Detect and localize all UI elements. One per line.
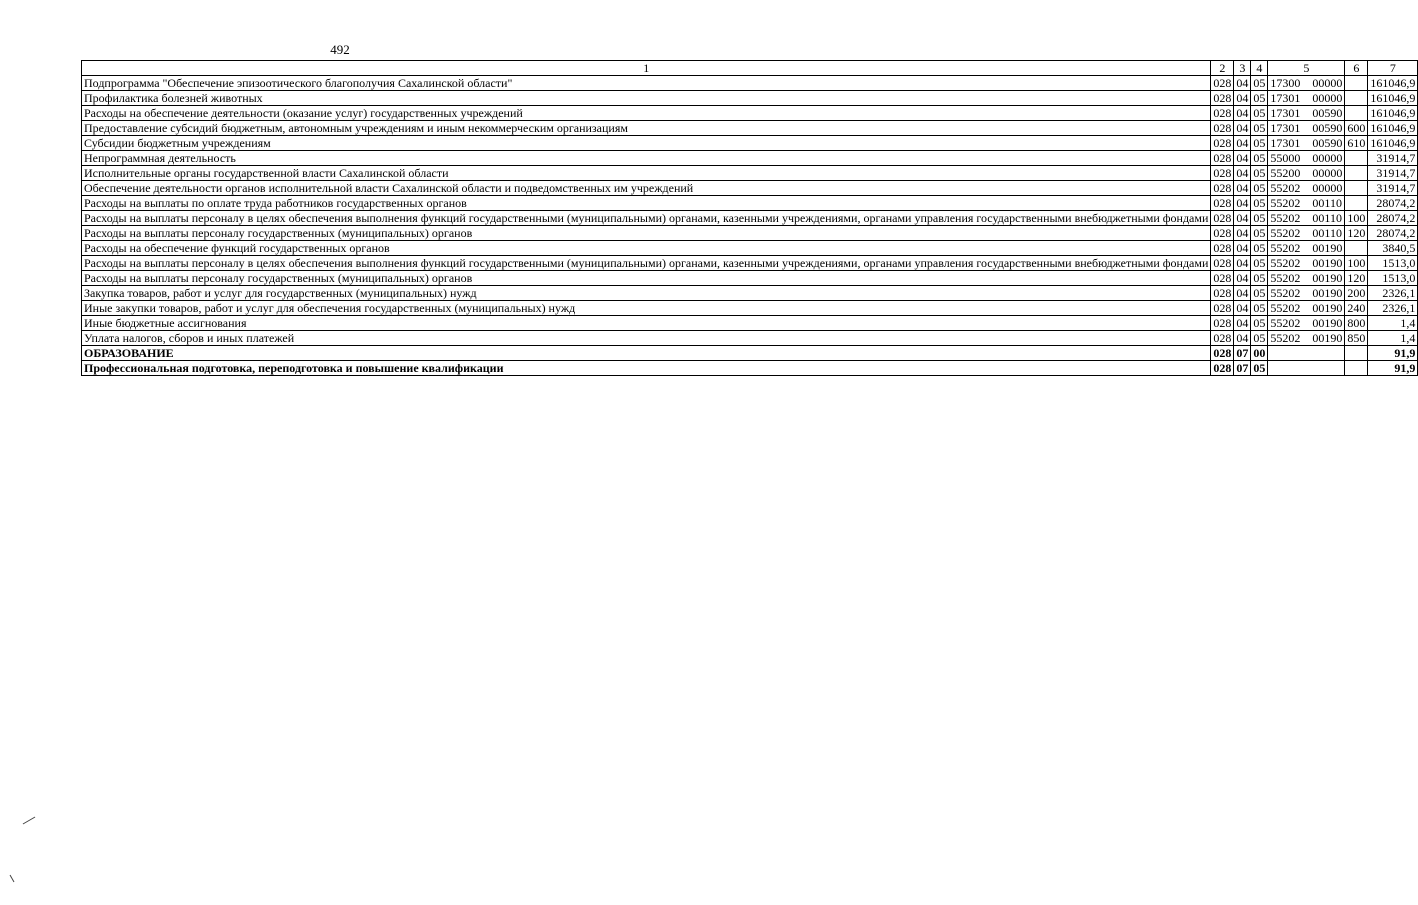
cell-subsection: 05 bbox=[1251, 256, 1268, 271]
cell-section: 04 bbox=[1234, 331, 1251, 346]
cell-section: 04 bbox=[1234, 241, 1251, 256]
cell-type bbox=[1345, 106, 1368, 121]
cell-section: 04 bbox=[1234, 136, 1251, 151]
cell-section: 04 bbox=[1234, 76, 1251, 91]
cell-admin: 028 bbox=[1211, 316, 1234, 331]
cell-code: 55202 00110 bbox=[1268, 226, 1345, 241]
cell-section: 04 bbox=[1234, 226, 1251, 241]
cell-admin: 028 bbox=[1211, 151, 1234, 166]
cell-subsection: 05 bbox=[1251, 301, 1268, 316]
cell-type bbox=[1345, 196, 1368, 211]
cell-amount: 28074,2 bbox=[1368, 226, 1418, 241]
cell-subsection: 05 bbox=[1251, 166, 1268, 181]
cell-amount: 31914,7 bbox=[1368, 181, 1418, 196]
cell-name: Расходы на выплаты персоналу в целях обеспечения выполнения функций государственными (муниципальными) органами, казенными учреждениями, органами управления государственными внебюджетными фондами bbox=[82, 211, 1211, 226]
cell-subsection: 05 bbox=[1251, 106, 1268, 121]
cell-code: 55202 00110 bbox=[1268, 196, 1345, 211]
cell-code: 17300 00000 bbox=[1268, 76, 1345, 91]
cell-code: 55202 00190 bbox=[1268, 241, 1345, 256]
cell-section: 04 bbox=[1234, 91, 1251, 106]
cell-section: 04 bbox=[1234, 301, 1251, 316]
header-col-7: 7 bbox=[1368, 61, 1418, 76]
table-row bbox=[82, 226, 1418, 241]
cell-name: Расходы на обеспечение функций государственных органов bbox=[82, 241, 1211, 256]
cell-subsection: 05 bbox=[1251, 271, 1268, 286]
cell-admin: 028 bbox=[1211, 226, 1234, 241]
cell-admin: 028 bbox=[1211, 166, 1234, 181]
cell-admin: 028 bbox=[1211, 286, 1234, 301]
table-row bbox=[82, 331, 1418, 346]
cell-subsection: 05 bbox=[1251, 211, 1268, 226]
cell-amount: 3840,5 bbox=[1368, 241, 1418, 256]
cell-subsection: 05 bbox=[1251, 151, 1268, 166]
cell-code: 55202 00190 bbox=[1268, 331, 1345, 346]
header-col-2: 2 bbox=[1211, 61, 1234, 76]
cell-amount: 161046,9 bbox=[1368, 91, 1418, 106]
cell-name: Расходы на выплаты персоналу в целях обеспечения выполнения функций государственными (муниципальными) органами, казенными учреждениями, органами управления государственными внебюджетными фондами bbox=[82, 256, 1211, 271]
cell-section: 04 bbox=[1234, 256, 1251, 271]
cell-amount: 91,9 bbox=[1368, 346, 1418, 361]
cell-type bbox=[1345, 76, 1368, 91]
cell-type bbox=[1345, 91, 1368, 106]
cell-section: 04 bbox=[1234, 196, 1251, 211]
cell-name: Иные бюджетные ассигнования bbox=[82, 316, 1211, 331]
cell-amount: 1,4 bbox=[1368, 316, 1418, 331]
table-row bbox=[82, 271, 1418, 286]
cell-code: 55202 00190 bbox=[1268, 271, 1345, 286]
cell-name: Субсидии бюджетным учреждениям bbox=[82, 136, 1211, 151]
cell-admin: 028 bbox=[1211, 346, 1234, 361]
cell-admin: 028 bbox=[1211, 211, 1234, 226]
cell-type: 610 bbox=[1345, 136, 1368, 151]
cell-name: Иные закупки товаров, работ и услуг для обеспечения государственных (муниципальных) нужд bbox=[82, 301, 1211, 316]
cell-amount: 161046,9 bbox=[1368, 76, 1418, 91]
cell-type bbox=[1345, 361, 1368, 376]
cell-amount: 1513,0 bbox=[1368, 271, 1418, 286]
cell-type: 120 bbox=[1345, 271, 1368, 286]
cell-subsection: 05 bbox=[1251, 241, 1268, 256]
table-body bbox=[82, 76, 1418, 376]
table-row bbox=[82, 76, 1418, 91]
table-row bbox=[82, 166, 1418, 181]
cell-subsection: 05 bbox=[1251, 91, 1268, 106]
cell-admin: 028 bbox=[1211, 331, 1234, 346]
cell-type bbox=[1345, 151, 1368, 166]
cell-type bbox=[1345, 181, 1368, 196]
cell-type bbox=[1345, 346, 1368, 361]
cell-type: 600 bbox=[1345, 121, 1368, 136]
cell-section: 04 bbox=[1234, 286, 1251, 301]
cell-amount: 91,9 bbox=[1368, 361, 1418, 376]
cell-section: 04 bbox=[1234, 106, 1251, 121]
cell-name: Подпрограмма "Обеспечение эпизоотического благополучия Сахалинской области" bbox=[82, 76, 1211, 91]
header-col-3: 3 bbox=[1234, 61, 1251, 76]
cell-amount: 28074,2 bbox=[1368, 211, 1418, 226]
table-row bbox=[82, 196, 1418, 211]
cell-name: ОБРАЗОВАНИЕ bbox=[82, 346, 1211, 361]
cell-code bbox=[1268, 361, 1345, 376]
table-row bbox=[82, 301, 1418, 316]
table-row bbox=[82, 136, 1418, 151]
header-col-1: 1 bbox=[82, 61, 1211, 76]
cell-section: 07 bbox=[1234, 361, 1251, 376]
cell-name: Предоставление субсидий бюджетным, автономным учреждениям и иным некоммерческим организациям bbox=[82, 121, 1211, 136]
cell-subsection: 05 bbox=[1251, 181, 1268, 196]
cell-name: Расходы на выплаты персоналу государственных (муниципальных) органов bbox=[82, 226, 1211, 241]
cell-name: Обеспечение деятельности органов исполнительной власти Сахалинской области и подведомственных им учреждений bbox=[82, 181, 1211, 196]
cell-code: 55000 00000 bbox=[1268, 151, 1345, 166]
cell-name: Профессиональная подготовка, переподготовка и повышение квалификации bbox=[82, 361, 1211, 376]
cell-subsection: 05 bbox=[1251, 226, 1268, 241]
cell-code bbox=[1268, 346, 1345, 361]
cell-admin: 028 bbox=[1211, 106, 1234, 121]
cell-section: 04 bbox=[1234, 151, 1251, 166]
cell-admin: 028 bbox=[1211, 136, 1234, 151]
cell-code: 55202 00190 bbox=[1268, 256, 1345, 271]
header-row bbox=[82, 61, 1418, 76]
cell-amount: 31914,7 bbox=[1368, 166, 1418, 181]
cell-type: 100 bbox=[1345, 256, 1368, 271]
cell-code: 17301 00590 bbox=[1268, 136, 1345, 151]
header-col-5: 5 bbox=[1268, 61, 1345, 76]
cell-name: Профилактика болезней животных bbox=[82, 91, 1211, 106]
cell-amount: 28074,2 bbox=[1368, 196, 1418, 211]
cell-section: 04 bbox=[1234, 211, 1251, 226]
cell-name: Непрограммная деятельность bbox=[82, 151, 1211, 166]
cell-admin: 028 bbox=[1211, 121, 1234, 136]
page-number: 492 bbox=[330, 42, 350, 57]
table-row bbox=[82, 151, 1418, 166]
cell-section: 04 bbox=[1234, 316, 1251, 331]
cell-name: Расходы на обеспечение деятельности (оказание услуг) государственных учреждений bbox=[82, 106, 1211, 121]
cell-amount: 161046,9 bbox=[1368, 136, 1418, 151]
cell-code: 17301 00590 bbox=[1268, 106, 1345, 121]
cell-amount: 1513,0 bbox=[1368, 256, 1418, 271]
cell-section: 04 bbox=[1234, 271, 1251, 286]
header-col-6: 6 bbox=[1345, 61, 1368, 76]
cell-section: 04 bbox=[1234, 181, 1251, 196]
table-row bbox=[82, 91, 1418, 106]
cell-subsection: 05 bbox=[1251, 196, 1268, 211]
cell-code: 55200 00000 bbox=[1268, 166, 1345, 181]
cell-type: 850 bbox=[1345, 331, 1368, 346]
cell-subsection: 00 bbox=[1251, 346, 1268, 361]
cell-name: Исполнительные органы государственной власти Сахалинской области bbox=[82, 166, 1211, 181]
cell-amount: 161046,9 bbox=[1368, 106, 1418, 121]
cell-amount: 31914,7 bbox=[1368, 151, 1418, 166]
cell-name: Расходы на выплаты по оплате труда работников государственных органов bbox=[82, 196, 1211, 211]
cell-subsection: 05 bbox=[1251, 361, 1268, 376]
cell-type: 100 bbox=[1345, 211, 1368, 226]
cell-section: 04 bbox=[1234, 121, 1251, 136]
cell-admin: 028 bbox=[1211, 361, 1234, 376]
cell-subsection: 05 bbox=[1251, 316, 1268, 331]
cell-type: 240 bbox=[1345, 301, 1368, 316]
cell-admin: 028 bbox=[1211, 196, 1234, 211]
cell-code: 55202 00190 bbox=[1268, 286, 1345, 301]
cell-section: 04 bbox=[1234, 166, 1251, 181]
margin-mark bbox=[23, 817, 36, 825]
cell-admin: 028 bbox=[1211, 301, 1234, 316]
table-row bbox=[82, 361, 1418, 376]
cell-admin: 028 bbox=[1211, 271, 1234, 286]
cell-name: Закупка товаров, работ и услуг для государственных (муниципальных) нужд bbox=[82, 286, 1211, 301]
cell-code: 17301 00000 bbox=[1268, 91, 1345, 106]
table-row bbox=[82, 241, 1418, 256]
cell-name: Уплата налогов, сборов и иных платежей bbox=[82, 331, 1211, 346]
cell-code: 55202 00000 bbox=[1268, 181, 1345, 196]
cell-amount: 2326,1 bbox=[1368, 286, 1418, 301]
cell-subsection: 05 bbox=[1251, 76, 1268, 91]
margin-mark bbox=[10, 875, 15, 882]
budget-table bbox=[81, 60, 1418, 376]
cell-subsection: 05 bbox=[1251, 121, 1268, 136]
cell-admin: 028 bbox=[1211, 76, 1234, 91]
cell-code: 17301 00590 bbox=[1268, 121, 1345, 136]
cell-admin: 028 bbox=[1211, 91, 1234, 106]
cell-admin: 028 bbox=[1211, 181, 1234, 196]
cell-type: 120 bbox=[1345, 226, 1368, 241]
cell-subsection: 05 bbox=[1251, 286, 1268, 301]
table-row bbox=[82, 346, 1418, 361]
header-col-4: 4 bbox=[1251, 61, 1268, 76]
cell-section: 07 bbox=[1234, 346, 1251, 361]
cell-code: 55202 00190 bbox=[1268, 316, 1345, 331]
cell-code: 55202 00110 bbox=[1268, 211, 1345, 226]
cell-type bbox=[1345, 166, 1368, 181]
cell-amount: 161046,9 bbox=[1368, 121, 1418, 136]
table-row bbox=[82, 316, 1418, 331]
cell-amount: 2326,1 bbox=[1368, 301, 1418, 316]
cell-type: 800 bbox=[1345, 316, 1368, 331]
cell-subsection: 05 bbox=[1251, 136, 1268, 151]
table-row bbox=[82, 121, 1418, 136]
table-row bbox=[82, 181, 1418, 196]
cell-type bbox=[1345, 241, 1368, 256]
table-row bbox=[82, 211, 1418, 226]
cell-admin: 028 bbox=[1211, 256, 1234, 271]
table-row bbox=[82, 106, 1418, 121]
cell-admin: 028 bbox=[1211, 241, 1234, 256]
cell-code: 55202 00190 bbox=[1268, 301, 1345, 316]
cell-type: 200 bbox=[1345, 286, 1368, 301]
cell-name: Расходы на выплаты персоналу государственных (муниципальных) органов bbox=[82, 271, 1211, 286]
table-row bbox=[82, 286, 1418, 301]
cell-subsection: 05 bbox=[1251, 331, 1268, 346]
table-row bbox=[82, 256, 1418, 271]
cell-amount: 1,4 bbox=[1368, 331, 1418, 346]
